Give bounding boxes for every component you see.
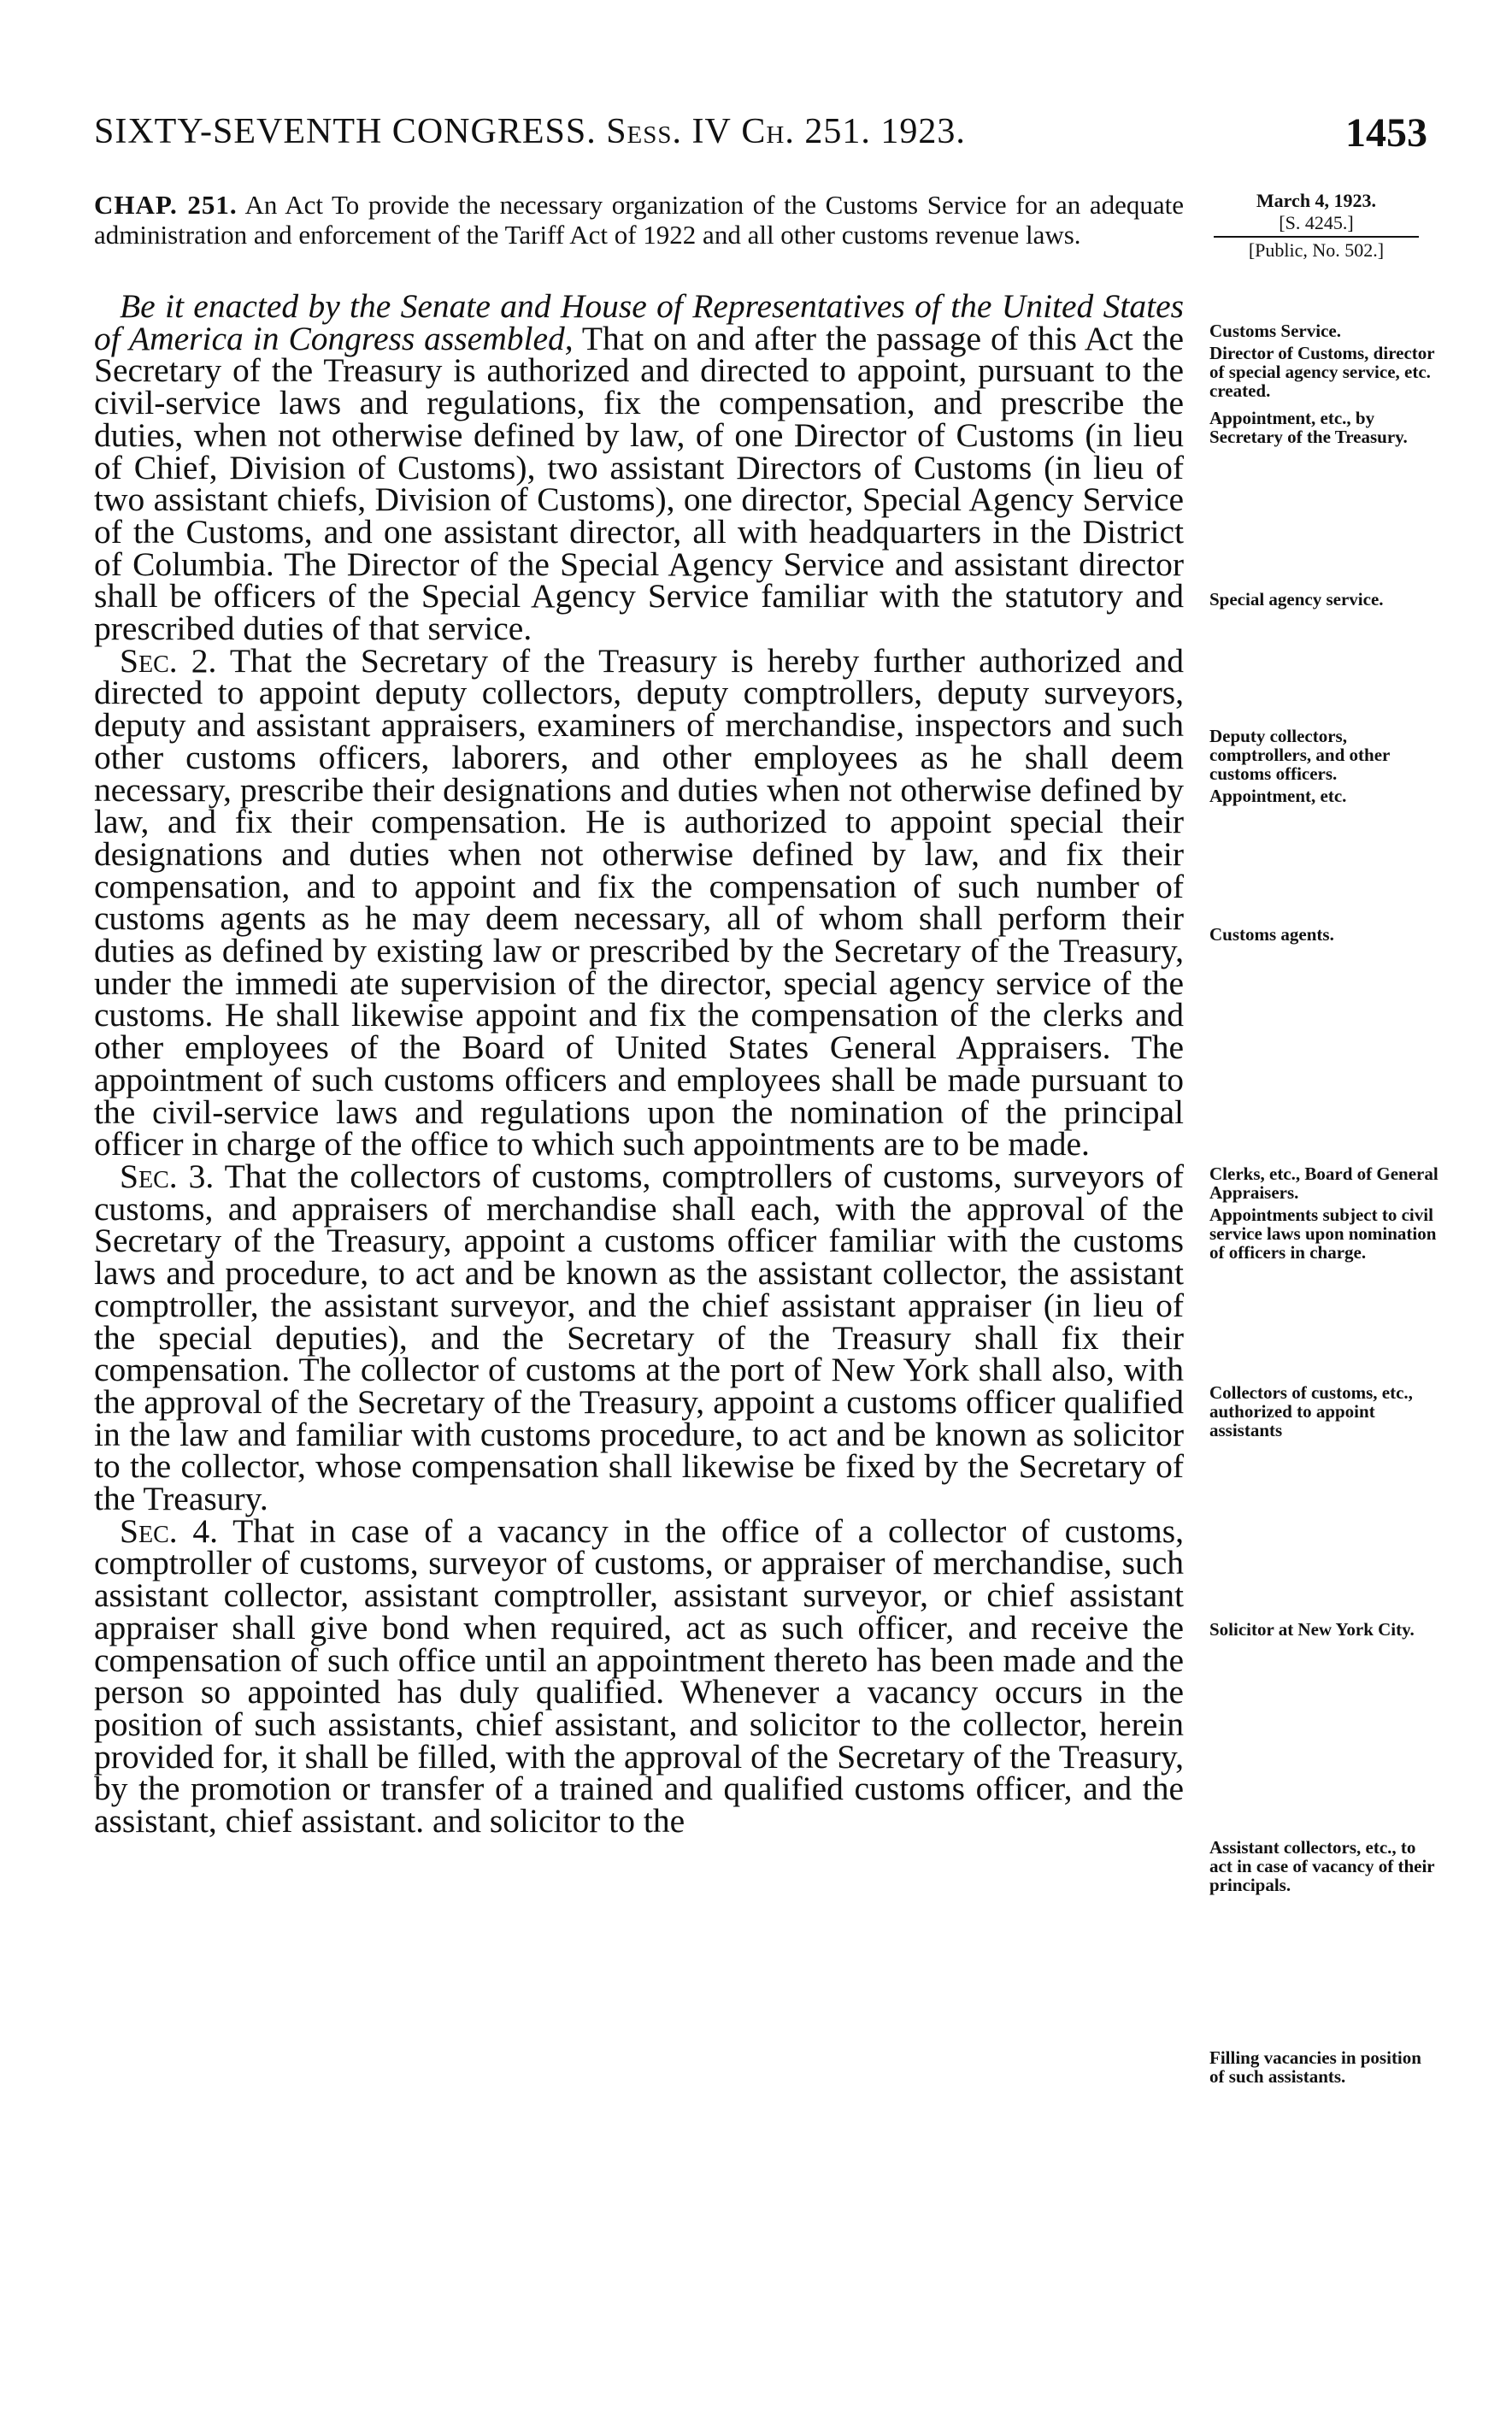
margin-note: Collectors of customs, etc., authorized to appoint assistants [1209,1382,1413,1440]
margin-note: Appointment, etc. [1209,786,1347,806]
section-3-text: That the collectors of customs, comptrollers of customs, surveyors of customs, and appraisers of merchandise shall each, with the approval of the Secretary of the Treasury, appoint a customs officer familiar with the customs laws and procedure, to act and be known as the assistant collector, the assistant comptroller, the assistant surveyor, and the chief assistant appraiser (in lieu of the special deputies), and the Secretary of the Treasury shall fix their compensation. The collector of customs at the port of New York shall also, with the approval of the Secretary of the Treasury, appoint a customs officer qualified in the law and familiar with customs procedure, to act and be known as solicitor to the collector, whose compensation shall likewise be fixed by the Secretary of the Treasury. [94,1157,1184,1518]
public-law-number: [Public, No. 502.] [1248,239,1385,261]
section-2-label: Sec. 2. [120,641,217,680]
chapter-number: CHAP. 251. [94,190,238,220]
margin-note: Director of Customs, director of special agency service, etc. created. [1209,343,1435,401]
margin-note: Filling vacancies in position of such assistants. [1209,2047,1421,2087]
statute-body [94,287,1184,1841]
margin-note: Assistant collectors, etc., to act in case of vacancy of their principals. [1209,1837,1435,1895]
section-1-text: That on and after the passage of this Act the Secretary of the Treasury is authorized and directed to appoint, pursuant to the civil-service laws and regulations, fix the compensation, and prescribe the duties, when not otherwise defined by law, of one Director of Customs (in lieu of Chief, Division of Customs), two assistant Directors of Customs (in lieu of two assistant chiefs, Division of Customs), one director, Special Agency Service of the Customs, and one assistant director, all with headquarters in the District of Columbia. The Director of the Special Agency Service and assistant director shall be officers of the Special Agency Service familiar with the statutory and prescribed duties of that service. [94,319,1184,648]
margin-note: Appointments subject to civil service laws upon nomination of officers in charge. [1209,1204,1437,1263]
enacting-clause: Be it enacted by the Senate and House of Representatives of the United States of America in Congress assembled, [94,287,1184,357]
act-title: An Act To provide the necessary organization of the Customs Service for an adequate administration and enforcement of the Tariff Act of 1922 and all other customs revenue laws. [94,190,1184,250]
section-3-label: Sec. 3. [120,1157,215,1195]
section-4-label: Sec. 4. [120,1511,219,1550]
enactment-date: March 4, 1923. [1256,190,1377,211]
page-number: 1453 [1345,110,1427,156]
running-head [94,111,966,152]
margin-note: Solicitor at New York City. [1209,1619,1415,1640]
margin-note: Deputy collectors, comptrollers, and other customs officers. [1209,726,1390,784]
running-header [94,111,1427,171]
margin-note: Customs Service. [1209,321,1341,341]
senate-bill-number: [S. 4245.] [1214,212,1419,238]
section-4 [94,1511,1184,1841]
chapter-label: Ch. 251. [741,112,871,151]
chapter-heading [94,190,1184,250]
section-2-text: That the Secretary of the Treasury is hereby further authorized and directed to appoint deputy collectors, deputy comptrollers, deputy surveyors, deputy and assistant appraisers, examiners of merchandise, inspectors and such other customs officers, laborers, and other employees as he shall deem necessary, prescribe their designations and duties when not otherwise defined by law, and fix their compensation. He is authorized to appoint special their designations and duties when not otherwise defined by law, and fix their compensation, and to appoint and fix the compensation of such number of customs agents as he may deem necessary, all of whom shall perform their duties as defined by existing law or prescribed by the Secretary of the Treasury, under the immedi ate supervision of the director, special agency service of the customs. He shall likewise appoint and fix the compensation of the clerks and other employees of the Board of United States General Appraisers. The appointment of such customs officers and employees shall be made pursuant to the civil-service laws and regulations upon the nomination of the principal officer in charge of the office to which such appointments are to be made. [94,641,1184,1163]
section-4-text: That in case of a vacancy in the office of a collector of customs, comptroller of customs, surveyor of customs, or appraiser of merchandise, such assistant collector, assistant comptroller, assistant surveyor, or chief assistant appraiser shall give bond when required, act as such officer, and receive the compensation of such office until an appointment thereto has been made and the person so appointed has duly qualified. Whenever a vacancy occurs in the position of such assistants, chief assistant, and solicitor to the collector, herein provided for, it shall be filled, with the approval of the Secretary of the Treasury, by the promotion or transfer of a trained and qualified customs officer, and the assistant, chief assistant. and solicitor to the [94,1511,1184,1841]
congress-title: SIXTY-SEVENTH CONGRESS. [94,112,597,151]
section-3 [94,1157,1184,1518]
enactment-meta [1214,190,1419,262]
margin-note: Special agency service. [1209,589,1384,610]
margin-note: Clerks, etc., Board of General Appraisers. [1209,1163,1438,1203]
section-1 [94,287,1184,648]
session-label: Sess. IV [606,112,732,151]
margin-note: Customs agents. [1209,924,1334,945]
section-2 [94,641,1184,1163]
margin-note: Appointment, etc., by Secretary of the Treasury. [1209,408,1408,447]
year-label: 1923. [880,112,966,151]
